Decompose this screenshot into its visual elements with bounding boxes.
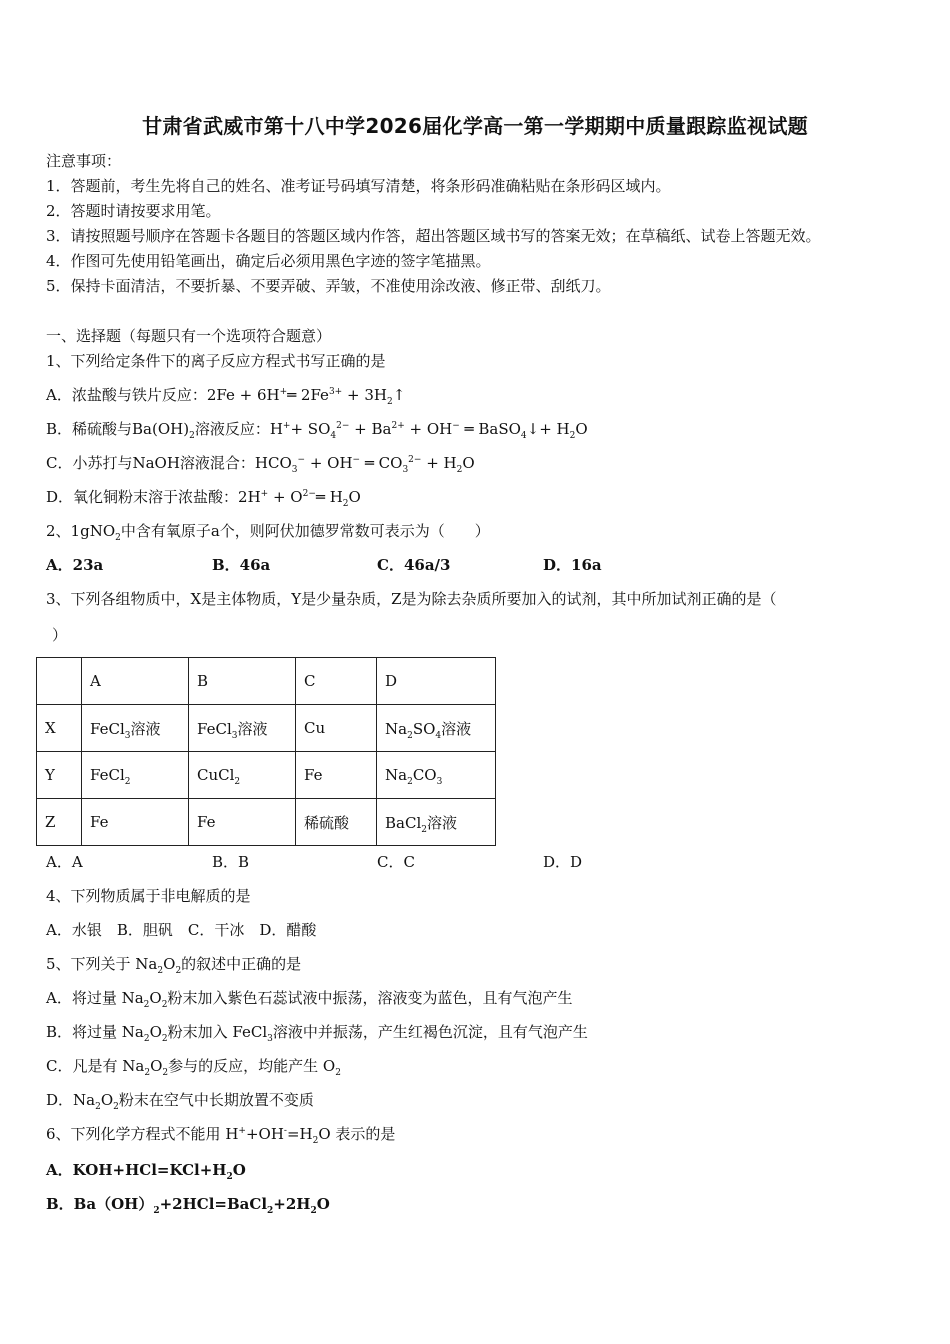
table-cell: CuCl$_2$ (189, 752, 296, 799)
table-cell: FeCl$_3$溶液 (82, 705, 189, 752)
q2-option-a: A．23a (46, 556, 104, 574)
q3-option-b: B．B (212, 853, 250, 871)
q2-stem: 2、1gNO$_2$中含有氧原子a个，则阿伏加德罗常数可表示为（ ） (46, 522, 490, 543)
notice-item-2: 2．答题时请按要求用笔。 (46, 202, 221, 220)
notice-item-4: 4．作图可先使用铅笔画出，确定后必须用黑色字迹的签字笔描黑。 (46, 252, 491, 270)
q4-options: A．水银 B．胆矾 C．干冰 D．醋酸 (46, 921, 317, 939)
table-row (37, 799, 496, 846)
table-header-cell: B (189, 658, 296, 705)
notice-item-1: 1．答题前，考生先将自己的姓名、准考证号码填写清楚，将条形码准确粘贴在条形码区域内。 (46, 177, 671, 195)
notice-item-3: 3．请按照题号顺序在答题卡各题目的答题区域内作答，超出答题区域书写的答案无效；在草稿纸、试卷上答题无效。 (46, 227, 821, 245)
section-heading: 一、选择题（每题只有一个选项符合题意） (46, 327, 332, 345)
table-cell: Fe (296, 752, 377, 799)
q2-option-d: D．16a (543, 556, 602, 574)
table-cell: $Na_2SO_4$溶液 (377, 705, 496, 752)
q1-stem: 1、下列给定条件下的离子反应方程式书写正确的是 (46, 352, 386, 370)
table-cell: BaCl$_2$溶液 (377, 799, 496, 846)
q3-table (36, 657, 496, 846)
table-cell: Fe (189, 799, 296, 846)
table-header-cell: A (82, 658, 189, 705)
table-cell: 稀硫酸 (296, 799, 377, 846)
q5-stem: 5、下列关于 $Na_2O_2$的叙述中正确的是 (46, 955, 302, 976)
table-cell: Cu (296, 705, 377, 752)
q6-option-a: A．$KOH+HCl=KCl+H_2O$ (46, 1161, 246, 1182)
notice-heading: 注意事项： (46, 152, 122, 170)
q3-stem: 3、下列各组物质中，X是主体物质，Y是少量杂质，Z是为除去杂质所要加入的试剂，其中所加试剂正确的是（ (46, 590, 777, 608)
q6-option-b: B．$Ba(OH)_2+2HCl=BaCl_2+2H_2O$ (46, 1195, 330, 1216)
q3-option-d: D．D (543, 853, 583, 871)
q3-option-c: C．C (377, 853, 415, 871)
q5-option-a: A．将过量 $Na_2O_2$粉末加入紫色石蕊试液中振荡，溶液变为蓝色，且有气泡产生 (46, 989, 573, 1010)
table-header-cell: D (377, 658, 496, 705)
q2-option-b: B．46a (212, 556, 271, 574)
q2-option-c: C．46a/3 (377, 556, 451, 574)
row-label: Z (37, 799, 82, 846)
row-label: Y (37, 752, 82, 799)
q6-stem: 6、下列化学方程式不能用 $H^++OH^-=H_2O$ 表示的是 (46, 1125, 396, 1146)
table-header-cell (37, 658, 82, 705)
table-row (37, 705, 496, 752)
table-row (37, 752, 496, 799)
q3-stem-end: ） (52, 626, 68, 644)
q5-option-b: B．将过量 $Na_2O_2$粉末加入 FeCl$_3$溶液中并振荡，产生红褐色沉淀，且有气泡产生 (46, 1023, 588, 1044)
q1-option-c: C．小苏打与NaOH溶液混合：$HCO_3^- + OH^-$ ═ $CO_3^{2-} + H_2O$ (46, 454, 475, 475)
q1-option-b: B．稀硫酸与$Ba(OH)_2$溶液反应：$H^++ SO_4^{2-} + Ba^{2+} + OH^-$ ═ BaSO$_4$↓+ $H_2O$ (46, 420, 588, 441)
q3-option-a: A．A (46, 853, 83, 871)
table-cell: FeCl$_2$ (82, 752, 189, 799)
q5-option-c: C．凡是有 $Na_2O_2$参与的反应，均能产生 $O_2$ (46, 1057, 341, 1078)
table-cell: $Na_2CO_3$ (377, 752, 496, 799)
table-cell: FeCl$_3$溶液 (189, 705, 296, 752)
q1-option-d: D．氧化铜粉末溶于浓盐酸：$2H^+ + O^{2-}═$ $H_2O$ (46, 488, 361, 509)
notice-item-5: 5．保持卡面清洁，不要折暴、不要弄破、弄皱，不准使用涂改液、修正带、刮纸刀。 (46, 277, 611, 295)
table-cell: Fe (82, 799, 189, 846)
q4-stem: 4、下列物质属于非电解质的是 (46, 887, 251, 905)
table-header-row (37, 658, 496, 705)
q5-option-d: D．$Na_2O_2$粉末在空气中长期放置不变质 (46, 1091, 314, 1112)
table-header-cell: C (296, 658, 377, 705)
q1-option-a: A．浓盐酸与铁片反应：2Fe + 6H+═ $2Fe^{3+}$ + $3H_2↑$ (46, 386, 406, 407)
row-label: X (37, 705, 82, 752)
exam-title: 甘肃省武威市第十八中学2026届化学高一第一学期期中质量跟踪监视试题 (142, 114, 808, 138)
